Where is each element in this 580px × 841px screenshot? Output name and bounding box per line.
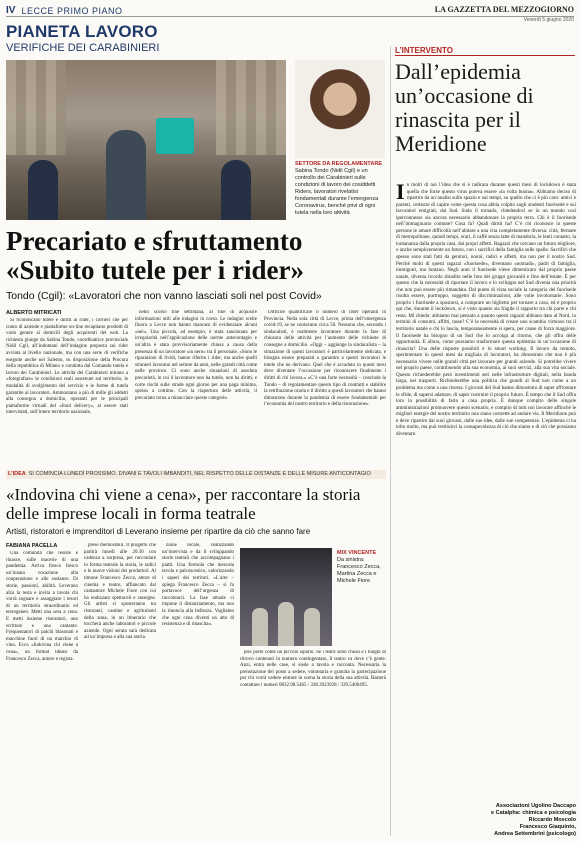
signature-line: e Catalpha: chimica e psicologia (491, 810, 576, 816)
building-shape (216, 60, 286, 155)
article2-byline: FABIANA PACELLA (6, 543, 58, 549)
article1-subhead: Tondo (Cgil): «Lavoratori che non vanno lasciati soli nel post Covid» (6, 290, 322, 302)
dinner-photo-caption (337, 550, 387, 585)
page-number: IV (6, 5, 16, 16)
portrait-caption (295, 161, 385, 217)
dateline: Venerdì 5 giugno 2020 (523, 17, 574, 23)
article1-col3-text: Difficile quantificare il numero di rider operanti in Provincia. Nella sola città di Lecce, prima dell’emergenza covid-19, se ne contavano circa 50. Nessuno che, secondo i sindacalisti, è realmente lavoratore durante la fase di chiusura delle attività per l’aumento delle richieste di consegne a domicilio. «Oggi – aggiunge la sindacalista – la situazione di questi lavoratori è particolarmente delicata, e bisogna essere preparati a garantire a questi lavoratori le tutele che ne derivano. Quel che è accaduto in questi mesi deve diventare l’occasione per riconoscere finalmente i diritti di chi lavora.» «C’è una forte necessità – conclude la Tondo – di regolamentare questo tipo di contratti e stabilire la retribuzione oraria e il diritto a questi lavoratori che hanno dimostrato durante la pandemia di essere fondamentali per l’economia del nostro territorio e della ristorazione». (264, 310, 386, 408)
carabiniere-figure (28, 160, 58, 220)
article2-col3 (162, 543, 234, 836)
kicker-subtitle: VERIFICHE DEI CARABINIERI (6, 42, 160, 54)
article2-col1-text: Una comunità che resiste e rinasce, sulle macerie di una pandemia. Arriva fresco fresco un’innata vocazione alla cooperazione e alle sostanze. Di storie, passioni, abilità. Leverano alza la testa e invita a tavola chi vorrà sognare e assaggiare i tesori di un territorio straordinario ed eterogeneo. Metti una sera a cena. E metti insieme ristoratori, uno scrittore e una cantante. Frequentatori di palchi blasonati e macchine fuori di un marchio di vino. Ecco «Indovina chi viene a cena», un format ideato da Francesco Zecca, autore e regista. (6, 551, 78, 662)
article1-col3 (264, 310, 386, 466)
article2-col3-text: zione locale, realizzando un’intervista e da lì sviluppando storie teatrali che accompagnano i piatti. Una formula che mescola tavola e palcoscenico, valorizzando i saperi dei territori. «L’arte – spiega Francesco Zecca – si fa portavoce dell’urgenza di raccontarci. La fase attuale ci impone il distanziamento, ma non la rinuncia alla bellezza. Vogliamo che ogni cena diventi un atto di resistenza e di rinascita». (162, 543, 234, 628)
caption-label: SETTORE DA REGOLAMENTARE (295, 161, 382, 167)
building-shape (6, 60, 66, 155)
person-figure (278, 602, 294, 646)
caption-text: Sabina Tondo (Nidil Cgil) e un controllo dei Carabinieri sulle condizioni di lavoro dei cosiddetti Riders, lavoratori rivelatisi fondamentali durante l’emergenza Coronavirus, benché privi di ogni tutela nella loro attività (295, 168, 379, 216)
caption-text: Da sinistra: Francesco Zecca, Martina Zecca e Michele Fiore (337, 557, 381, 584)
editorial-signature (396, 803, 576, 838)
editorial-body (396, 182, 576, 800)
article2-col1 (6, 551, 78, 836)
rider-figure (106, 130, 146, 220)
dinner-photo (240, 548, 332, 646)
delivery-box (156, 118, 194, 154)
person-figure (252, 608, 268, 646)
article1-col1 (6, 318, 128, 466)
masthead: LA GAZZETTA DEL MEZZOGIORNO (434, 5, 574, 14)
article2-headline: «Indovina chi viene a cena», per raccontare la storia delle imprese locali in forma teatrale (6, 485, 361, 523)
carabiniere-figure (221, 160, 251, 220)
idea-strip (6, 470, 386, 479)
kicker-title: PIANETA LAVORO (6, 22, 158, 41)
dropcap: I (396, 182, 405, 204)
article1-col2 (135, 310, 257, 466)
article1-byline: ALBERTO MITRICATI (6, 310, 62, 316)
article2-col4-text: prie porte come un piccolo sipario. Se i teatri sono chiusi e i luoghi di ritrovo contenuti in numero contingentato, il teatro va dove c’è gente. Anzi, entra nelle case, si siede a tavola e racconta. Necessaria la prenotazione del posto a sedere, volontaria e gratuita la partecipazione per chi vorrà vedere entrare in scena la storia della sua attività. Basterà contattare i numeri 0832.98.5465 / 338.3923928 / 339.5406495. (240, 650, 386, 688)
article1-headline: Precariato e sfruttamento «Subito tutele per i rider» (6, 226, 304, 285)
intervento-title: Dall’epidemia un’occasione di rinascita per il Meridione (395, 59, 534, 156)
editorial-text: n molti di noi l’idea che si è radicata durante questi mesi di lockdown è stata quella che forse questo virus poteva essere «la volta buona». Abbiamo deciso di ripartire da un’analisi sullo spazio e sui tempi, su quello che ci è più caro: amici e parenti, certezze di capire come questa cosa abbia colpito sugli studenti fuorisede e sui lavoratori emigrati, dal Sud. Sudo il tornado, chiedendoci se in un mondo così iperconnesso sia ancora necessario abbandonare la propria terra. Chi è il fuorisede nell’immaginario comune? Cosa fa? Quali diritti ha? C’è chi riconosce in queste persone le amare difficoltà nell’abitare a una vita completamente diversa: città, fermate di metropolitane, quindi tempi, orari, il caffè senza latte di mandorla, le lenti contatto, la lontananza dalla propria casa, dai propri affetti. Ragazzi che cercano un futuro migliore, o anche semplicemente un futuro, con i sacrifici della famiglia sulle spalle. Sacrifici che spesso sono stati fatti da genitori, nonni, radici e affetti, ma non per il nostro Sud. Perché molti di questi ragazzi «fuorisede», diventano «nomadi», padri di famiglia, immigrati, ma lontano. Negli anni il fuorisede viene dimenticato dal proprio paese natale, diventa ricordo sbiadito nelle foto dei gruppi giovanili e fine dell’estate. È per questo che la necessità di riportare il lavoro e lo sviluppo nel Sud diventa una priorità che non può essere più rimandata. Dal punto di vista sociale la categoria dei fuorisede risulta essere, purtroppo, soggetto di discriminazioni, alle volte involontarie. Sono proprio i fuorisede a spostarsi, a comprare un biglietto per tornare a casa, ed è proprio qui che, durante il lockdown, si è visto quanto sia fragile il rapporto tra chi parte e chi resta. Mi chiedo: abbiamo mai pensato a quanto questi ragazzi abbiano dato al Nord, in termini di consumi, affitti, tasse? C’è la necessità di creare uno scambio virtuoso tra il territorio natale e chi lo lascia, temporaneamente si spera, per cause di forza maggiore. Il fuorisede ha bisogno di un Sud che lo accolga al ritorno, che gli offra delle opportunità. E allora, come possiamo trasformare questa epidemia in un’occasione di rinascita? Una delle risposte possibili è lo smart working. Il lavoro da remoto, sperimentato in questi mesi da migliaia di lavoratori, ha dimostrato che non è più necessario vivere nelle grandi città per lavorare per grandi aziende. Si potrebbe vivere nel proprio paese, contribuendo alla sua economia, ai suoi servizi, alla sua vita sociale. Questo richiederebbe però investimenti seri nelle infrastrutture digitali, nella banda larga, nei trasporti. Richiederebbe una politica che guardi al Sud non come a un problema ma come a una risorsa. I giovani del Sud hanno dimostrato di saper affrontare le sfide, di sapersi adattare, di saper costruire il proprio futuro. È tempo che il Sud offra loro la possibilità di farlo a casa propria. È dunque compito delle singole amministrazioni promuovere questo scenario, e compito di tutti noi lavorare affinché le migliori energie del nostro territorio non siano costrette ad andare via. Il Meridione può e deve ripartire dai suoi giovani, dalle sue idee, dalle sue competenze. L’epidemia ci ha tolto molto, ma può restituirci la consapevolezza di ciò che siamo e di ciò che possiamo diventare. (396, 182, 576, 437)
article1-col1-text: Si riconoscano tutele e diritti ai rider, i corrieri che per conto di aziende e piattaforme on-line recapitano prodotti di vario genere ai domicili degli acquirenti del web. La richiesta giunge da Sabina Tondo, coordinatrice provinciale Nidil Cgil, all’indomani dell’indagine preposta sui rider avviata al livello nazionale, ma con una serie di verifiche eseguite anche nel Salento, su disposizione della Procura della repubblica di Milano e condotta dal Comando tutela e lavoro dei Carabinieri. Le attività dei Carabinieri mirano a «fotografare» le condizioni reali sostenute sul territorio, le modalità di svolgimento del servizio e le forme di tutela garantite ai lavoratori. Ammontano a più di mille gli addetti alla consegna a domicilio, operanti per le principali piattaforme virtuali del «food delivery», al essere stati intervistati, sull’intero territorio nazionale, (6, 318, 128, 416)
article2-col2 (84, 543, 156, 836)
article2-col4 (240, 650, 386, 836)
column-divider (390, 46, 391, 836)
riders-photo (6, 60, 286, 220)
strip-label: L’IDEA (8, 471, 26, 477)
article2-col2-text: prese memorabili. Il progetto che partirà lunedì alle 20.30 con cadenza a sorpresa, per raccontare in forma teatrale la storia, le radici e le nuove visioni dei produttori. Al timone Francesco Zecca, attore di cinema e teatro, affiancato dal cantautore Michele Fiore con cui ha realizzato spettacoli e rassegne. Gli artisti si sposteranno tra ristoranti, cantine e agriturismi della zona, in un itinerario che toccherà anche laboratori e piccole aziende. Ogni serata sarà dedicata ad un’impresa e alla sua storia. (84, 543, 156, 641)
signature-line: Francesco Giaquinto, (519, 824, 576, 830)
signature-line: Andrea Settembrini (psicologo) (494, 831, 576, 837)
signature-line: Associazioni Ugolino Daccapo (495, 803, 576, 809)
strip-text: SI COMINCIA LUNEDÌ PROSSIMO. DIVANI E TAVOLI IMBANDITI, NEL RISPETTO DELLE DISTANZE E DELLE MISURE ANTICONTAGIO (28, 471, 371, 477)
caption-label: MIX VINCENTE (337, 550, 377, 556)
article2-subhead: Artisti, ristoratori e imprenditori di Leverano insieme per ripartire da ciò che sanno fare (6, 527, 311, 536)
intervento-label: L’INTERVENTO (395, 46, 575, 56)
portrait-photo (295, 60, 385, 158)
section-title: LECCE PRIMO PIANO (21, 5, 123, 16)
person-figure (304, 608, 320, 646)
signature-line: Riccardo Moscolo (528, 817, 576, 823)
article1-col2-text: nello scorso fine settimana, al fine di acquisire informazioni utili alle indagini in corso. Le indagini scelte finora a Lecce non hanno mancato di evidenziare alcuni «nei». Una piccola, ad esempio, è stata sanzionata per irregolarità nell’applicazione delle norme antecontagio e un’altra è stata provvisoriamente chiusa a causa della presenza di un lavoratore «in nero» tra il personale. «Sono le riparazioni di lividi, hanno riferito i rider, ma anche quelli stranieri lavorano nel settore da anni, nelle grandi città come nelle province. Ci sono anche situazioni di assoluta precarietà, in cui il lavoratore non ha tutele, non ha diritti, e corre rischi sulle strade ogni giorno per una paga minima, spesso a cottimo. Con la riapertura delle attività, il precariato torna a minacciare queste categorie. (135, 310, 257, 401)
